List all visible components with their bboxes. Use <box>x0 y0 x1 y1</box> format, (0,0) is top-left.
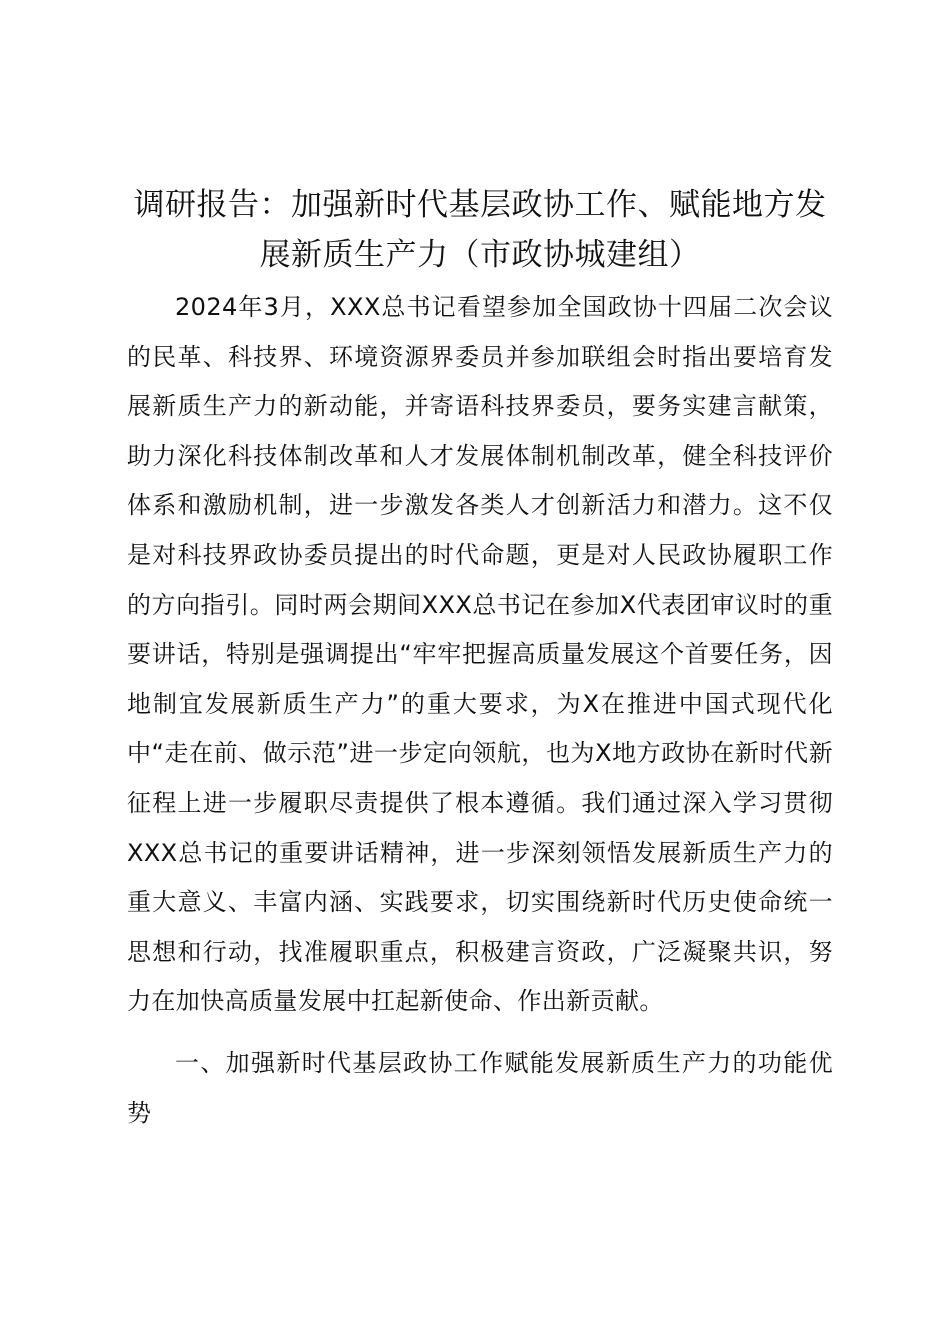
body-paragraph: 2024年3月，XXX总书记看望参加全国政协十四届二次会议的民革、科技界、环境资源界委员并参加联组会时指出要培育发展新质生产力的新动能，并寄语科技界委员，要务实建言献策，助力深化科技体制改革和人才发展体制机制改革，健全科技评价体系和激励机制，进一步激发各类人才创新活力和潜力。这不仅是对科技界政协委员提出的时代命题，更是对人民政协履职工作的方向指引。同时两会期间XXX总书记在参加X代表团审议时的重要讲话，特别是强调提出“牢牢把握高质量发展这个首要任务，因地制宜发展新质生产力”的重大要求，为X在推进中国式现代化中“走在前、做示范”进一步定向领航，也为X地方政协在新时代新征程上进一步履职尽责提供了根本遵循。我们通过深入学习贯彻XXX总书记的重要讲话精神，进一步深刻领悟发展新质生产力的重大意义、丰富内涵、实践要求，切实围绕新时代历史使命统一思想和行动，找准履职重点，积极建言资政，广泛凝聚共识，努力在加快高质量发展中扛起新使命、作出新贡献。 <box>127 293 833 1016</box>
document-title: 调研报告：加强新时代基层政协工作、赋能地方发展新质生产力（市政协城建组） <box>133 187 827 273</box>
section-heading: 一、加强新时代基层政协工作赋能发展新质生产力的功能优势 <box>127 1048 833 1127</box>
document-body <box>127 283 833 1138</box>
